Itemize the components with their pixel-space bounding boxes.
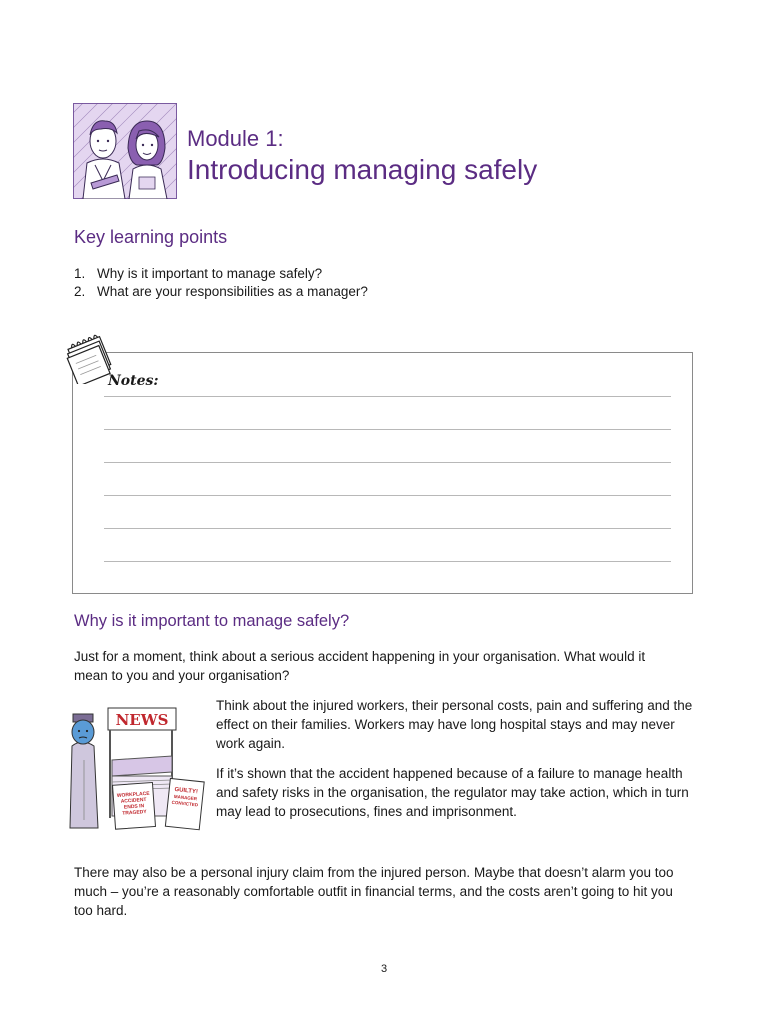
list-item-number: 1. [74,266,86,281]
paragraph-injured-workers: Think about the injured workers, their personal costs, pain and suffering and the effect on their families. Workers may have long hospital stays and may never work again. [216,698,693,751]
key-learning-heading: Key learning points [74,227,228,247]
svg-text:GUILTY!: GUILTY! [174,786,199,796]
note-line [104,396,671,397]
svg-text:TRAGEDY: TRAGEDY [122,808,147,817]
svg-text:CONVICTED: CONVICTED [171,799,199,808]
note-line [104,528,671,529]
notes-label: Notes: [108,373,159,389]
list-item [74,283,368,301]
list-item [74,265,368,283]
key-learning-list [74,265,368,301]
note-line [104,429,671,430]
svg-text:ACCIDENT: ACCIDENT [120,796,147,805]
note-line [104,495,671,496]
section-heading: Why is it important to manage safely? [74,612,350,630]
list-item-text: Why is it important to manage safely? [97,266,323,281]
note-line [104,462,671,463]
paragraph-personal-injury: There may also be a personal injury claim from the injured person. Maybe that doesn’t alarm you too much – you’re a reasonably comfortable outfit in financial terms, and the costs aren’t going to hit you too hard. [74,865,674,918]
news-stand-illustration [66,700,208,836]
note-line [104,561,671,562]
news-sign: NEWS [115,711,169,729]
svg-text:MANAGER: MANAGER [173,793,198,802]
managers-illustration [73,103,177,199]
svg-text:WORKPLACE: WORKPLACE [116,790,150,800]
module-title: Introducing managing safely [187,154,538,185]
paragraph-regulator-action: If it’s shown that the accident happened because of a failure to manage health and safety risks in the organisation, the regulator may take action, which in turn may lead to prosecutions, fines and imprisonment. [216,766,689,819]
page-number: 3 [380,963,388,975]
module-label: Module 1: [187,126,284,151]
paragraph-intro: Just for a moment, think about a serious accident happening in your organisation. What would it mean to you and your organisation? [74,649,646,683]
list-item-number: 2. [74,284,86,299]
svg-text:ENDS IN: ENDS IN [123,803,145,811]
list-item-text: What are your responsibilities as a manager? [97,284,368,299]
notes-box [72,352,693,594]
